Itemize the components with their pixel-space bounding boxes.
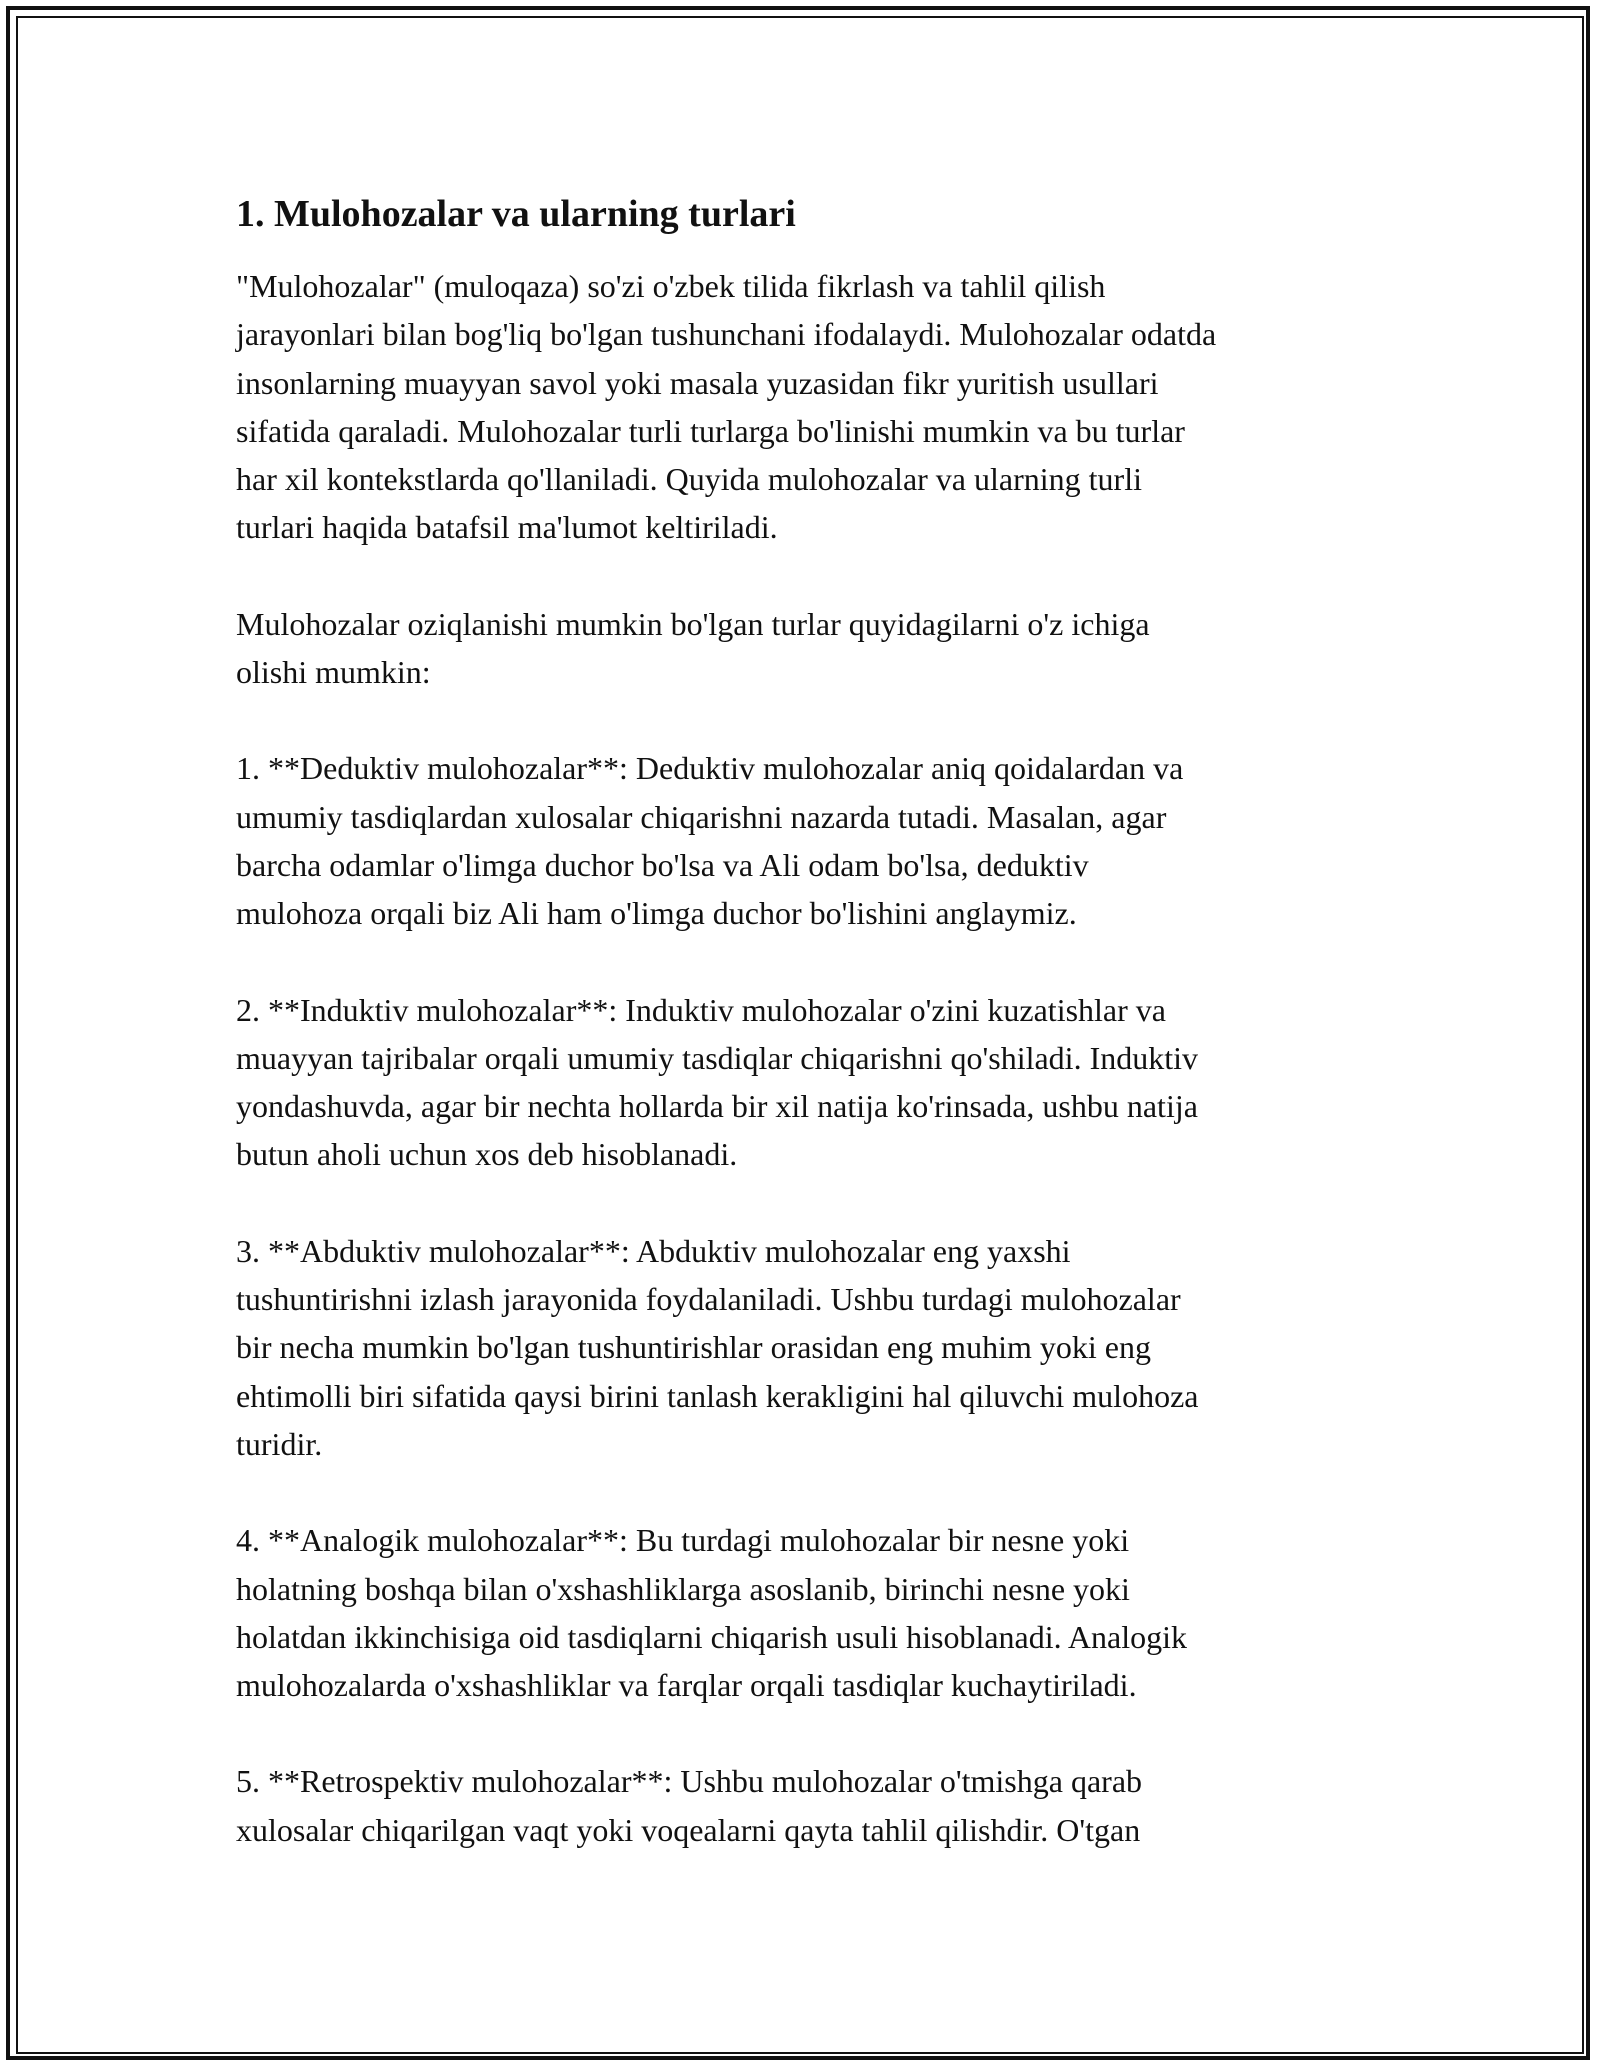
analogical-paragraph: 4. **Analogik mulohozalar**: Bu turdagi mulohozalar bir nesne yoki holatning boshqa bilan o'xshashliklarga asoslanib, birinchi nesne yoki holatdan ikkinchisiga oid tasdiqlarni chiqarish usuli hisoblanadi. Analogik mulohozalarda o'xshashliklar va farqlar orqali tasdiqlar kuchaytiriladi. (236, 1522, 1187, 1704)
section-heading: 1. Mulohozalar va ularning turlari (236, 193, 796, 235)
deductive-paragraph: 1. **Deduktiv mulohozalar**: Deduktiv mulohozalar aniq qoidalardan va umumiy tasdiqlardan xulosalar chiqarishni nazarda tutadi. Masalan, agar barcha odamlar o'limga duchor bo'lsa va Ali odam bo'lsa, deduktiv mulohoza orqali biz Ali ham o'limga duchor bo'lishini anglaymiz. (236, 750, 1184, 932)
inductive-paragraph: 2. **Induktiv mulohozalar**: Induktiv mulohozalar o'zini kuzatishlar va muayyan tajribalar orqali umumiy tasdiqlar chiqarishni qo'shiladi. Induktiv yondashuvda, agar bir nechta hollarda bir xil natija ko'rinsada, ushbu natija butun aholi uchun xos deb hisoblanadi. (236, 991, 1198, 1173)
document-body (236, 188, 1366, 1902)
retrospective-paragraph: 5. **Retrospektiv mulohozalar**: Ushbu mulohozalar o'tmishga qarab xulosalar chiqarilgan vaqt yoki voqealarni qayta tahlil qilishdir. O'tgan (236, 1763, 1143, 1848)
abductive-paragraph: 3. **Abduktiv mulohozalar**: Abduktiv mulohozalar eng yaxshi tushuntirishni izlash jarayonida foydalaniladi. Ushbu turdagi mulohozalar bir necha mumkin bo'lgan tushuntirishlar orasidan eng muhim yoki eng ehtimolli biri sifatida qaysi birini tanlash kerakligini hal qiluvchi mulohoza turidir. (236, 1232, 1199, 1462)
types-intro-paragraph: Mulohozalar oziqlanishi mumkin bo'lgan turlar quyidagilarni o'z ichiga olishi mumkin: (236, 605, 1150, 691)
intro-paragraph: "Mulohozalar" (muloqaza) so'zi o'zbek tilida fikrlash va tahlil qilish jarayonlari bilan bog'liq bo'lgan tushunchani ifodalaydi. Mulohozalar odatda insonlarning muayyan savol yoki masala yuzasidan fikr yuritish usullari sifatida qaraladi. Mulohozalar turli turlarga bo'linishi mumkin va bu turlar har xil kontekstlarda qo'llaniladi. Quyida mulohozalar va ularning turli turlari haqida batafsil ma'lumot keltiriladi. (236, 268, 1217, 546)
